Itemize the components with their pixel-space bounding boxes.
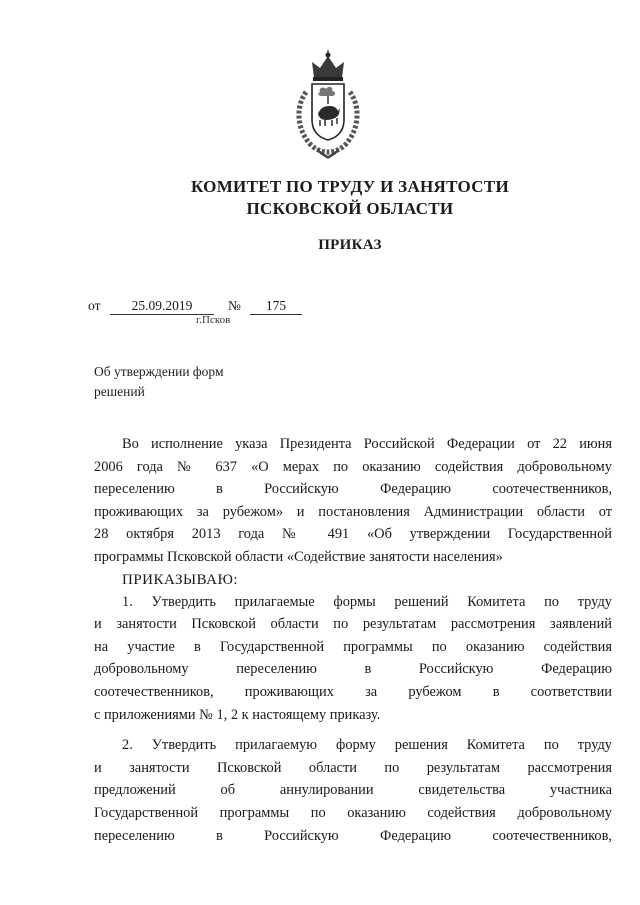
order-number: 175 — [250, 298, 302, 315]
body-line: Во исполнение указа Президента Российской Федерации от 22 июня — [122, 436, 612, 452]
item2-line: предложений об аннулировании свидетельства участника — [94, 782, 612, 799]
city-name: г.Псков — [196, 314, 231, 326]
date-prefix: от — [88, 298, 101, 313]
item1-line: с приложениями № 1, 2 к настоящему приказу. — [94, 706, 381, 723]
body-line: проживающих за рубежом» и постановления Администрации области от — [94, 503, 612, 520]
subject-line: Об утверждении форм — [94, 364, 224, 379]
committee-title-line1: КОМИТЕТ ПО ТРУДУ И ЗАНЯТОСТИ — [190, 177, 510, 196]
item1-line: добровольному переселению в Российскую Федерацию — [94, 661, 612, 678]
order-subject — [94, 362, 224, 402]
body-line: программы Псковской области «Содействие занятости населения» — [94, 548, 503, 565]
subject-line: решений — [94, 384, 145, 399]
pskov-coat-of-arms-icon — [290, 48, 366, 160]
committee-title-line2: ПСКОВСКОЙ ОБЛАСТИ — [246, 199, 454, 218]
number-sign: № — [228, 298, 241, 313]
order-word: ПРИКАЗЫВАЮ: — [122, 571, 239, 588]
document-type-title: ПРИКАЗ — [318, 237, 382, 253]
item2-line: 2. Утвердить прилагаемую форму решения Комитета по труду — [122, 737, 612, 754]
body-line: 28 октября 2013 года № 491 «Об утверждении Государственной — [94, 526, 612, 543]
body-line: переселению в Российскую Федерацию соотечественников, — [94, 481, 612, 498]
item1-line: 1. Утвердить прилагаемые формы решений Комитета по труду — [122, 593, 612, 610]
item2-line: и занятости Псковской области по результатам рассмотрения — [94, 759, 612, 776]
order-date: 25.09.2019 — [110, 298, 214, 315]
item1-line: соотечественников, проживающих за рубежом в соответствии — [94, 683, 612, 700]
item1-line: и занятости Псковской области по результатам рассмотрения заявлений — [94, 616, 612, 633]
order-body — [94, 433, 612, 847]
order-date-number-row — [88, 298, 388, 318]
item2-line: Государственной программы по оказанию содействия добровольному — [94, 804, 612, 821]
body-line: 2006 года № 637 «О мерах по оказанию содействия добровольному — [94, 458, 612, 475]
item1-line: на участие в Государственной программы по оказанию содействия — [94, 638, 612, 655]
item2-line: переселению в Российскую Федерацию соотечественников, — [94, 827, 612, 844]
